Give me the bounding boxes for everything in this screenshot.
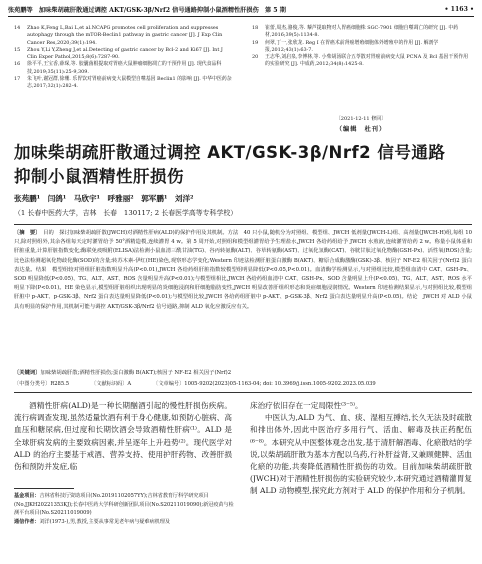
page-number: • 1163 • — [444, 5, 474, 13]
reference-number: 19 — [252, 39, 259, 46]
reference-text: 徐平平,王宝香,薛琛,等. 胶囊菌根提取对胃癌大鼠肿瘤细胞凋亡的干预作用 [J]. 现代食品科技,2019;35(11):25-9,309. — [27, 61, 222, 75]
author-affiliation: （1 长春中医药大学，吉林 长春 130117; 2 长春医学高等专科学校） — [14, 209, 238, 217]
keywords-text: 加味柴胡疏肝散;酒精性肝损伤;蛋白激酶 B(AKT);核因子 NF-E2 相关因子(Nrf)2 — [40, 370, 232, 376]
references-right-column — [252, 25, 470, 69]
clc-number: 〔中图分类号〕R285.5 — [14, 381, 70, 387]
reference-text: Zhou Y,Li Y,Zheng J,et al.Detecting of gastric cancer by Bcl-2 and Ki67 [J]. Int J Clin Exper Pathol,2015;8(6):7287-90. — [27, 46, 223, 61]
header-left: 张苑鹏等 加味柴胡疏肝散通过调控 AKT/GSK-3β/Nrf2 信号通路抑制小鼠酒精性肝损伤 第 5 期 — [8, 6, 286, 14]
funding-label: 基金项目： — [14, 493, 40, 499]
reference-item — [14, 61, 232, 76]
corresponding-text: 刘洋(1973-),男,教授,主要从事常见老年病与疑难病机理及 — [39, 519, 170, 526]
footnote-rule — [14, 488, 74, 489]
reference-item — [14, 76, 232, 91]
corresponding-label: 通信作者： — [14, 519, 40, 526]
reference-item — [252, 54, 470, 69]
running-header — [8, 3, 474, 15]
references-left-column — [14, 25, 232, 91]
body-paragraph: 中医认为,ALD 为气、血、痰、湿相互搏结,长久无法及时疏散和排出体外,因此中医治疗多用行气、活血、解毒及扶正药配伍⁽⁶⁻⁸⁾。本研究从中医整体观念出发,基于清肝解酒毒、化瘀散结的学说,以柴胡疏肝散为基本方配以乌药,行补肝益肾,又兼顾健脾、活血化瘀的功能,共奏降低酒精性肝损伤的功效。目前加味柴胡疏肝散(JWCH)对于酒精性肝损伤的实验研究较少,本研究通过酒精灌胃复制 ALD 动物模型,探究此方剂对于 ALD 的保护作用和分子机制。 — [250, 413, 472, 496]
funding-text: 吉林省科技厅资助项目(No.20191102057YY);吉林省教育厅科学研究项目(No.JJKH20221353KJ);长春中医药大学科研创新团队项目(No.S20211019090);新冠疫苗与检测平台项目(No.S20211019009) — [14, 493, 234, 517]
body-text-right — [250, 400, 472, 498]
article-title: 加味柴胡疏肝散通过调控 AKT/GSK-3β/Nrf2 信号通路抑制小鼠酒精性肝损伤 — [14, 143, 446, 186]
reference-number: 18 — [252, 25, 259, 31]
reference-item — [14, 47, 232, 62]
revision-date: 〔2021-12-11 修回〕 — [335, 116, 387, 122]
abstract — [14, 229, 472, 312]
keywords — [14, 369, 472, 378]
reference-item — [252, 40, 470, 55]
reference-text: Zhao K,Feng L,Bai L,et al.NCAPG promotes cell proliferation and suppresses autophagy through the mTOR-Beclin1 pathway in gastric cancer [J]. J Exp Clin Cancer Res,2020;39(1):194. — [27, 25, 223, 46]
header-rule — [8, 16, 474, 17]
abstract-text: 目的 探讨加味柴胡疏肝散(JWCH)对酒精性肝病(ALD)的保护作用及其机制。方法 40 只小鼠,随机分为对照组、模型组、JWCH 低剂量(JWCH-L)组、高剂量(JWCH-H)组,每组 10 只,除对照组外,其余各组每天定时灌胃给予 50°酒精造模,连续灌胃 4 w。第 5 周开始,对照组和模型组灌胃给予生理盐水,JWCH 各给药组给予 JWCH 水煎液,连续灌胃给药 2 w。称量小鼠体重和肝脏重量,计算肝脏指数变化;酶联免疫吸附(ELISA)法检测小鼠血清三酰甘油(TG)、谷丙转氨酶(ALT)、谷草转氨酶(AST)、过氧化氢酶(CAT)、谷胱甘肽过氧化物酶(GSH-Px)、活性氧(ROS)含量;比色法检测超氧化物歧化酶(SOD)的含量;转苏木素-伊红(HE)染色,观察形态学变化;Western 印迹法检测肝脏蛋白激酶 B(AKT)、糖原合成酶激酶(GSK)-3β、核因子 NF-E2 相关因子(Nrf)2 蛋白表达量。结果 模型组较对照组肝脏指数明显升高(P<0.01),JWCH 各给药组肝脏指数较模型组明显降低(P<0.05,P<0.01)。血清酶学检测显示,与对照组比较,模型组血清中 CAT、GSH-Px、SOD 明显降低(P<0.05)、TG、ALT、AST、ROS 含量明显升高(P<0.01);与模型组相比,JWCH 各给药组血清中 CAT、GSH-Px、SOD 含量明显上升(P<0.05)、TG、ALT、AST、ROS 水平明显下降(P<0.01)。HE 染色显示,模型组肝脏组织出现明显的炎细胞浸润和肝细胞脂肪变性,JWCH 明显改善肝组织形态和炎症细胞浸润情况。Western 印迹检测结果显示,与对照组比较,模型组肝脏中 p-AKT、p-GSK-3β、Nrf2 蛋白表达量明显降低(P<0.01);与模型组比较,JWCH 各给药组肝脏中 p-AKT、p-GSK-3β、Nrf2 蛋白表达量明显升高(P<0.05)。结论 JWCH 对 ALD 小鼠具有明显的保护作用,其机制可能与调控 AKT/GSK-3β/Nrf2 信号通路,抑制 ALD 氧化应激反应有关。 — [14, 230, 472, 310]
article-number: 〔文章编号〕1005-9202(2023)05-1163-04; doi: 10.3969/j.issn.1005-9202.2023.05.039 — [153, 381, 376, 387]
reference-number: 16 — [14, 61, 21, 68]
abstract-label: 〔摘 要〕 — [14, 230, 38, 236]
reference-number: 15 — [14, 46, 21, 53]
reference-number: 20 — [252, 54, 259, 61]
funding-note — [14, 492, 234, 518]
reference-text: 王志华,刘启泉,李博林,等. 小柴胡汤联合五苓散对胃癌前病变大鼠 PCNA 及 Bcl 基因干预作用的实验研究 [J]. 中成药,2012;34(8):1425-8. — [265, 54, 469, 68]
keywords-label: 〔关键词〕 — [14, 370, 41, 376]
classification-line — [14, 380, 472, 387]
document-code: 〔文献标识码〕A — [91, 381, 132, 387]
editor-credit: （编辑 杜刊） — [335, 126, 387, 133]
reference-text: 何翠,丁一,张欣龙. Reg Ⅰ 在胃癌术前肾癌增殖细胞体外增殖中的作用 [J]. 解剖学报,2012;43(1):63-7. — [265, 39, 439, 53]
reference-item — [252, 25, 470, 40]
reference-text: 朱飞叶,谢冠群,徐珊. 乐胃饮对胃癌前病变大鼠模型自噬基因 Beclin1 的影响 [J]. 中华中医药杂志,2017;32(1):282-4. — [27, 76, 232, 90]
reference-item — [14, 25, 232, 47]
reference-number: 14 — [14, 25, 21, 31]
reference-text: 崔蕾,周杰,骆俊,等. 藜芦提取物对人胃癌细胞株 SGC-7901 细胞自噬凋亡的研究 [J]. 中药材,2016;39(5):1134-8. — [265, 25, 459, 39]
body-text-left: 酒精性肝病(ALD)是一种长期酗酒引起的慢性肝损伤疾病。流行病调查发现,虽然适量饮酒有利于身心健康,如预防心脏病、高血压和糖尿病,但过度和长期饮酒会导致酒精性肝病⁽¹⁾。ALD 是全球肝病发病的主要致病因素,并呈逐年上升趋势⁽²⁾。现代医学对 ALD 的治疗主要基于戒酒、营养支持、使用护肝药物、改善肝损伤和预防并发症,临 — [14, 401, 232, 472]
footnotes — [14, 492, 234, 527]
abstract-top-rule — [14, 224, 472, 225]
author-note — [14, 518, 234, 527]
reference-number: 17 — [14, 76, 21, 83]
body-paragraph: 床治疗依旧存在一定局限性⁽³⁻⁵⁾。 — [250, 401, 363, 410]
author-list: 张苑鹏¹ 闫鸽¹ 马欣宇¹ 呼雅丽² 郭军鹏¹ 刘洋² — [14, 194, 194, 203]
abstract-bottom-rule — [14, 392, 472, 393]
